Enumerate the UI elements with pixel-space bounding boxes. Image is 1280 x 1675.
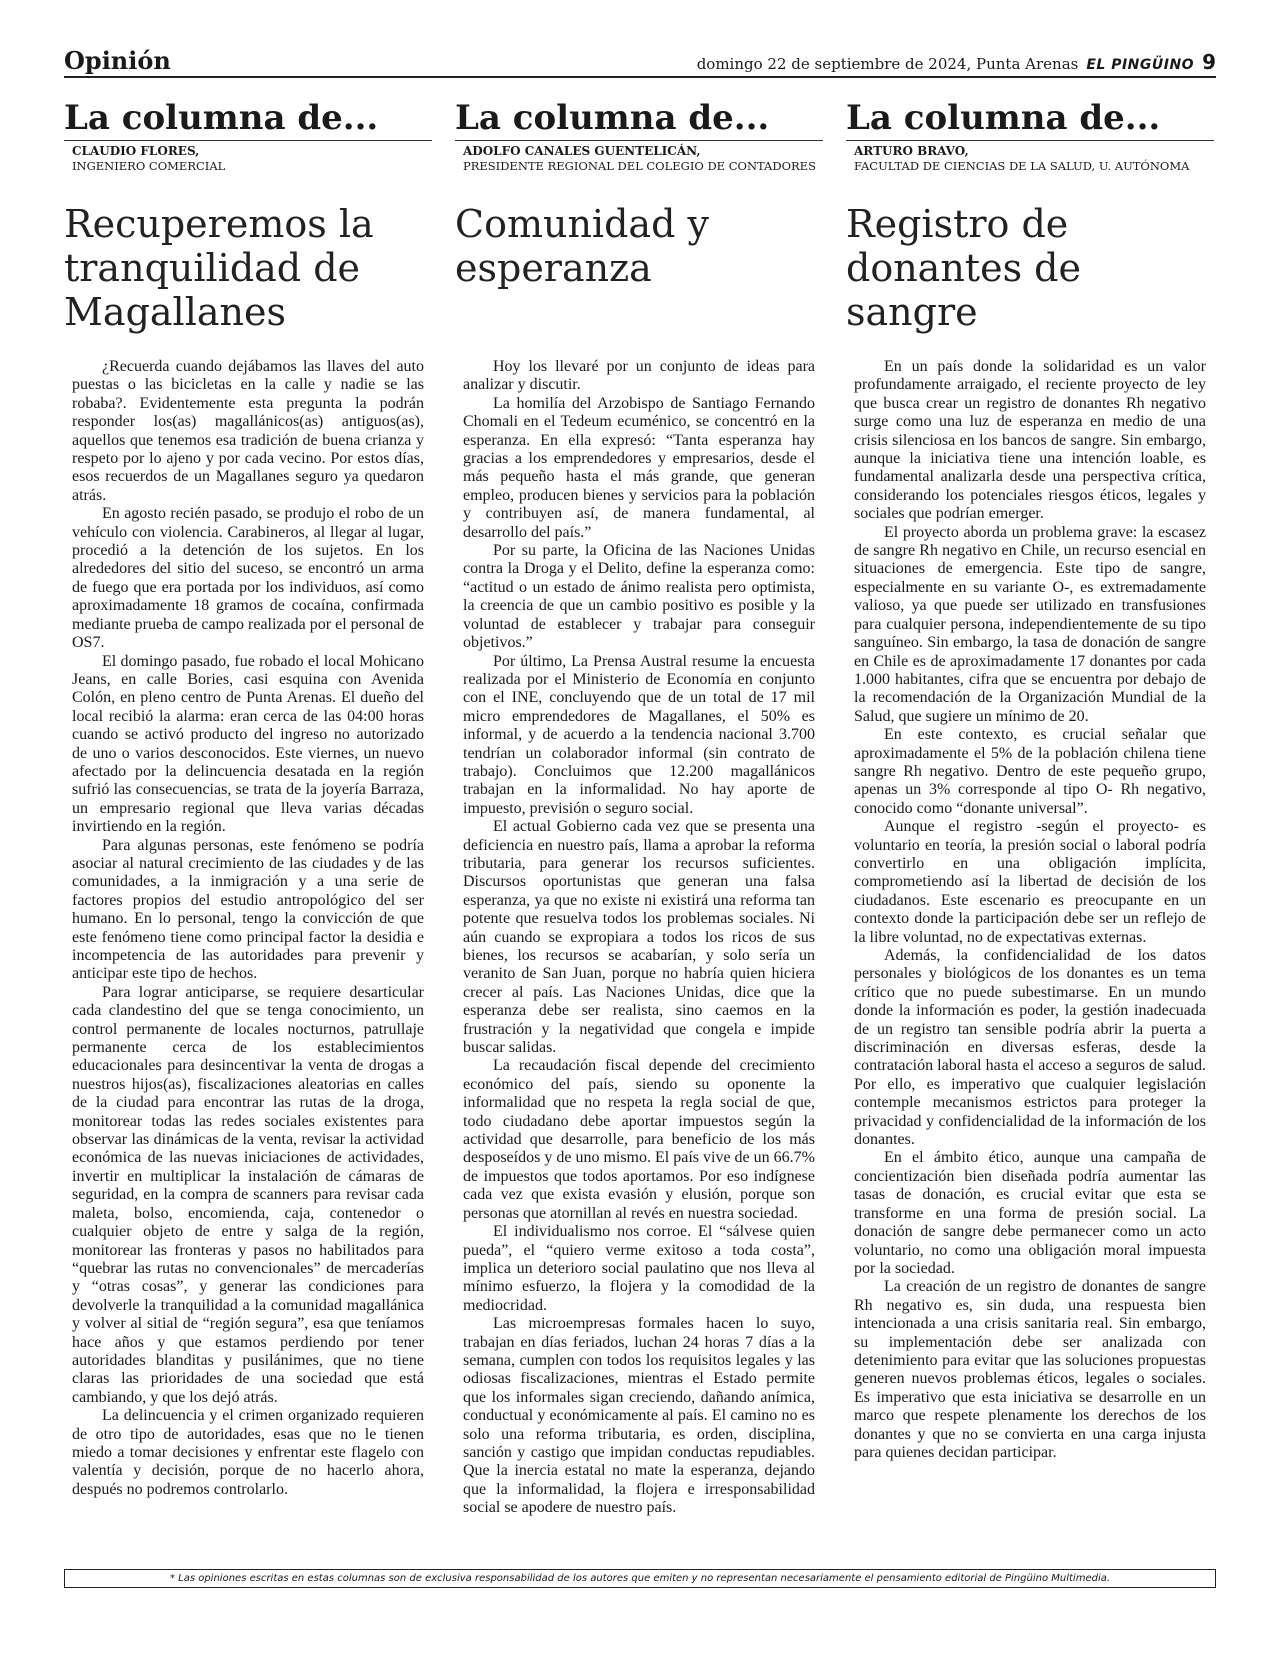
page-number: 9	[1202, 50, 1216, 74]
page-header	[64, 46, 1216, 78]
paragraph: En el ámbito ético, aunque una campaña de concientización bien diseñada podría aumentar las tasas de donación, es crucial evitar que esta se transforme en una forma de presión social. La donación de sangre debe permanecer como un acto voluntario, no como una obligación moral impuesta por la sociedad.	[854, 1149, 1206, 1277]
paragraph: La creación de un registro de donantes de sangre Rh negativo es, sin duda, una respuesta bien intencionada a una crisis sanitaria real. Sin embargo, su implementación debe ser analizada con detenimiento para evitar que las soluciones propuestas generen nuevos problemas éticos, legales o sociales. Es imperativo que esta iniciativa se desarrolle en un marco que respete plenamente los derechos de los donantes y que no se convierta en una carga injusta para quienes decidan participar.	[854, 1278, 1206, 1461]
article-body	[455, 358, 823, 1518]
paragraph: Por último, La Prensa Austral resume la encuesta realizada por el Ministerio de Economía en conjunto con el INE, concluyendo que de un total de 17 mil micro emprendedores de Magallanes, el 50% es informal, y de acuerdo a la tendencia nacional 3.700 tendrían un colaborador informal (sin contrato de trabajo). Concluimos que 12.200 magallánicos trabajan en la informalidad. No hay aporte de impuesto, previsión o seguro social.	[463, 652, 815, 817]
paragraph: La recaudación fiscal depende del crecimiento económico del país, siendo su oponente la informalidad que no respeta la regla social de que, todo ciudadano debe aportar impuestos según la actividad que desarrolle, para beneficio de los más desposeídos y de uno mismo. El país vive de un 66.7% de impuestos que todos aportamos. Por eso indígnese cada vez que exista evasión y elusión, porque son personas que atornillan al revés en nuestra sociedad.	[463, 1057, 815, 1222]
paragraph: Aunque el registro -según el proyecto- es voluntario en teoría, la presión social o laboral podría convertirlo en una obligación implícita, comprometiendo así la libertad de decisión de los ciudadanos. Este escenario es preocupante en un contexto donde la participación debe ser un reflejo de la libre voluntad, no de expectativas externas.	[854, 818, 1206, 946]
author-block	[72, 144, 432, 174]
paragraph: El actual Gobierno cada vez que se presenta una deficiencia en nuestro país, llama a aprobar la reforma tributaria, para generar los recursos suficientes. Discursos oportunistas que generan una falsa esperanza, ya que no existe ni existirá una reforma tan potente que resuelva todos los problemas sociales. Ni aún cuando se expropiara a todos los ricos de sus bienes, los recursos se acabarían, y solo sería un veranito de San Juan, porque no habría quien hiciera crecer al país. Las Naciones Unidas, dice que la esperanza debe ser realista, sino caemos en la frustración y la negatividad que congela e impide buscar salidas.	[463, 818, 815, 1057]
paragraph: El individualismo nos corroe. El “sálvese quien pueda”, el “quiero verme exitoso a toda costa”, implica un deterioro social paulatino que nos lleva al mínimo esfuerzo, la flojera y la comodidad de la mediocridad.	[463, 1223, 815, 1314]
paragraph: La delincuencia y el crimen organizado requieren de otro tipo de autoridades, esas que no le tienen miedo a tomar decisiones y enfrentar este flagelo con valentía y decisión, porque de no hacerlo ahora, después no podremos controlarlo.	[72, 1407, 424, 1498]
author-role: INGENIERO COMERCIAL	[72, 159, 226, 173]
column-1	[64, 98, 432, 1499]
author-role: FACULTAD DE CIENCIAS DE LA SALUD, U. AUTÓNOMA	[854, 159, 1190, 173]
article-headline: Registro de donantes de sangre	[846, 202, 1081, 334]
paragraph: ¿Recuerda cuando dejábamos las llaves del auto puestas o las bicicletas en la calle y nadie se las robaba?. Evidentemente esta pregunta la podrán responder los(as) magallánicos(as) antiguos(as), aquellos que tenemos esa tradición de buena crianza y respeto por lo ajeno y por cada vecino. Por estos días, esos recuerdos de un Magallanes seguro ya quedaron atrás.	[72, 358, 424, 504]
paragraph: El domingo pasado, fue robado el local Mohicano Jeans, en calle Bories, casi esquina con Avenida Colón, en pleno centro de Punta Arenas. El dueño del local recibió la alarma: eran cerca de las 04:00 horas cuando se activó producto del ingreso no autorizado de uno o varios desconocidos. Este viernes, un nuevo afectado por la delincuencia desatada en la región sufrió las consecuencias, se trata de la joyería Barraza, un empresario regional que lleva varias décadas invirtiendo en la región.	[72, 652, 424, 836]
paragraph: Por su parte, la Oficina de las Naciones Unidas contra la Droga y el Delito, define la esperanza como: “actitud o un estado de ánimo realista pero optimista, la creencia de que un cambio positivo es posible y la voluntad de establecer y trabajar para conseguir objetivos.”	[463, 542, 815, 652]
author-block	[463, 144, 823, 174]
article-headline: Recuperemos la tranquilidad de Magallanes	[64, 202, 374, 334]
author-name: ADOLFO CANALES GUENTELICÁN,	[463, 144, 701, 158]
disclaimer-footer: * Las opiniones escritas en estas columnas son de exclusiva responsabilidad de los autores que emiten y no representan necesariamente el pensamiento editorial de Pingüino Multimedia.	[64, 1569, 1216, 1588]
paragraph: El proyecto aborda un problema grave: la escasez de sangre Rh negativo en Chile, un recurso esencial en situaciones de emergencia. Este tipo de sangre, especialmente en su variante O-, es extremadamente valioso, ya que puede ser utilizado en transfusiones para cualquier persona, independientemente de su tipo sanguíneo. Sin embargo, la tasa de donación de sangre en Chile es de aproximadamente 17 donantes por cada 1.000 habitantes, cifra que se encuentra por debajo de la recomendación de la Organización Mundial de la Salud, que sugiere un mínimo de 20.	[854, 523, 1206, 725]
author-block	[854, 144, 1214, 174]
article-body	[846, 358, 1214, 1462]
column-3	[846, 98, 1214, 1462]
article-body	[64, 358, 432, 1499]
paragraph: En un país donde la solidaridad es un valor profundamente arraigado, el reciente proyecto de ley que busca crear un registro de donantes Rh negativo surge como una luz de esperanza en medio de una crisis silenciosa en los bancos de sangre. Sin embargo, aunque la iniciativa tiene una intención loable, es fundamental analizarla desde una perspectiva crítica, considerando los potenciales riesgos éticos, legales y sociales que podrían emerger.	[854, 358, 1206, 523]
author-role: PRESIDENTE REGIONAL DEL COLEGIO DE CONTADORES	[463, 159, 816, 173]
column-kicker: La columna de...	[64, 98, 432, 141]
author-name: CLAUDIO FLORES,	[72, 144, 200, 158]
column-2	[455, 98, 823, 1518]
dateline: domingo 22 de septiembre de 2024, Punta Arenas	[696, 55, 1079, 73]
column-kicker: La columna de...	[846, 98, 1214, 141]
paragraph: La homilía del Arzobispo de Santiago Fernando Chomali en el Tedeum ecuménico, se concentró en la esperanza. En ella expresó: “Tanta esperanza hay gracias a los emprendedores y empresarios, desde el más pequeño hasta el más grande, que generan empleo, producen bienes y servicios para la población y contribuyen así, de manera fundamental, al desarrollo del país.”	[463, 394, 815, 541]
section-title: Opinión	[64, 46, 171, 75]
paragraph: En este contexto, es crucial señalar que aproximadamente el 5% de la población chilena tiene sangre Rh negativo. Dentro de este pequeño grupo, apenas un 3% corresponde al tipo O- Rh negativo, conocido como “donante universal”.	[854, 726, 1206, 817]
column-kicker: La columna de...	[455, 98, 823, 141]
paragraph: Para algunas personas, este fenómeno se podría asociar al natural crecimiento de las ciudades y de las comunidades, a la inmigración y a una serie de factores propios del estudio antropológico del ser humano. En lo personal, tengo la convicción de que este fenómeno tiene como principal factor la desidia e incompetencia de las autoridades para prevenir y anticipar este tipo de hechos.	[72, 836, 424, 983]
paragraph: Las microempresas formales hacen lo suyo, trabajan en días feriados, luchan 24 horas 7 días a la semana, cumplen con todos los requisitos legales y las odiosas fiscalizaciones, mientras el Estado permite que los informales sigan creciendo, dañando anímica, conductual y económicamente al país. El camino no es solo una reforma tributaria, es orden, disciplina, sanción y castigo que impidan conductas repudiables. Que la inercia estatal no mate la esperanza, dejando que la informalidad, la flojera e irresponsabilidad social se apodere de nuestro país.	[463, 1315, 815, 1517]
brand-logo: EL PINGÜINO	[1086, 57, 1195, 73]
author-name: ARTURO BRAVO,	[854, 144, 969, 158]
paragraph: Además, la confidencialidad de los datos personales y biológicos de los donantes es un tema crítico que no puede subestimarse. En un mundo donde la información es poder, la gestión inadecuada de un registro tan sensible podría abrir la puerta a discriminación en diversas esferas, desde la contratación laboral hasta el acceso a seguros de salud. Por ello, es imperativo que cualquier legislación contemple mecanismos estrictos para proteger la privacidad y confidencialidad de la información de los donantes.	[854, 947, 1206, 1149]
paragraph: Hoy los llevaré por un conjunto de ideas para analizar y discutir.	[463, 358, 815, 394]
article-headline: Comunidad y esperanza	[455, 202, 709, 290]
paragraph: En agosto recién pasado, se produjo el robo de un vehículo con violencia. Carabineros, al llegar al lugar, procedió a la detención de los sujetos. En los alrededores del sitio del suceso, se encontró un arma de fuego que era portada por los individuos, así como aproximadamente 18 gramos de cocaína, confirmada mediante prueba de campo realizada por el personal de OS7.	[72, 505, 424, 652]
paragraph: Para lograr anticiparse, se requiere desarticular cada clandestino del que se tenga conocimiento, un control permanente de locales nocturnos, patrullaje permanente cerca de los establecimientos educacionales para desincentivar la venta de drogas a nuestros hijos(as), fiscalizaciones aleatorias en calles de la ciudad para encontrar las rutas de la droga, monitorear todas las redes sociales existentes para observar las dinámicas de la venta, revisar la actividad económica de las nuevas iniciaciones de actividades, invertir en multiplicar la instalación de cámaras de seguridad, en la compra de scanners para revisar cada maleta, bolso, encomienda, caja, contenedor o cualquier objeto de entre y salga de la región, monitorear las fronteras y pasos no habilitados para “quebrar las rutas no convencionales” de mercaderías y “otras cosas”, y generar las condiciones para devolverle la tranquilidad a la comunidad magallánica y volver al sitial de “región segura”, esa que teníamos hace años y que estamos perdiendo por tener autoridades blanditas y pusilánimes, que no tiene claras las prioridades de una sociedad que está cambiando, y que los dejó atrás.	[72, 983, 424, 1406]
header-meta	[697, 50, 1216, 74]
